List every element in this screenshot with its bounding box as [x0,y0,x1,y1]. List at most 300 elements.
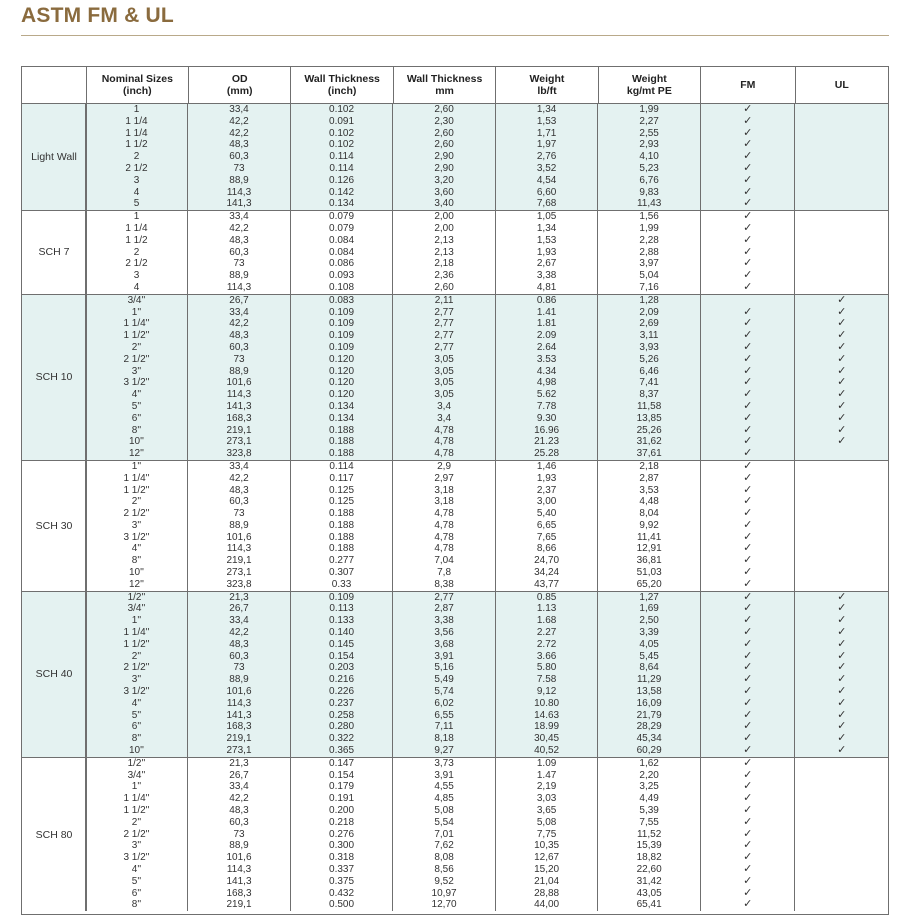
wall-inch-cell: 0.091 [291,116,394,128]
weight-lbft-cell: 5,08 [496,817,599,829]
table-row [22,698,888,710]
weight-kgmt-cell: 8,04 [598,508,701,520]
weight-kgmt-cell: 13,58 [598,686,701,698]
wall-mm-cell: 4,78 [393,543,496,555]
table-row [22,413,888,425]
table-row [22,603,888,615]
nominal-size-cell: 3'' [86,520,189,532]
ul-cell: ✓ [837,353,847,365]
wall-inch-cell: 0.109 [291,342,394,354]
fm-cell: ✓ [701,627,796,639]
table-row [22,247,888,259]
od-cell: 141,3 [188,710,291,722]
wall-inch-cell: 0.093 [291,270,394,282]
od-cell: 219,1 [188,899,291,911]
fm-cell: ✓ [701,899,796,911]
wall-inch-cell: 0.083 [291,295,394,307]
weight-lbft-cell: 6,60 [496,187,599,199]
weight-kgmt-cell: 43,05 [598,888,701,900]
nominal-size-cell: 1 1/2'' [86,485,189,497]
weight-lbft-cell: 5.62 [496,389,599,401]
ul-cell [795,104,888,116]
weight-lbft-cell: 10,35 [496,840,599,852]
od-cell: 114,3 [188,187,291,199]
wall-mm-cell: 8,56 [393,864,496,876]
nominal-size-cell: 3'' [86,674,189,686]
table-row [22,330,888,342]
table-row [22,139,888,151]
wall-inch-cell: 0.500 [291,899,394,911]
ul-cell [795,781,888,793]
fm-cell: ✓ [701,436,796,448]
wall-inch-cell: 0.084 [291,247,394,259]
od-cell: 101,6 [188,852,291,864]
weight-lbft-cell: 1,34 [496,104,599,116]
wall-mm-cell: 6,02 [393,698,496,710]
nominal-size-cell: 4 [86,282,189,294]
weight-kgmt-cell: 3,97 [598,258,701,270]
weight-lbft-cell: 1.81 [496,318,599,330]
wall-inch-cell: 0.375 [291,876,394,888]
weight-lbft-cell: 21.23 [496,436,599,448]
weight-lbft-cell: 1.47 [496,770,599,782]
weight-kgmt-cell: 5,04 [598,270,701,282]
table-row [22,307,888,319]
weight-kgmt-cell: 4,05 [598,639,701,651]
od-cell: 273,1 [188,745,291,757]
od-cell: 33,4 [188,307,291,319]
weight-lbft-cell: 24,70 [496,555,599,567]
wall-mm-cell: 2,36 [393,270,496,282]
od-cell: 141,3 [188,401,291,413]
wall-mm-cell: 5,16 [393,662,496,674]
weight-lbft-cell: 3,38 [496,270,599,282]
wall-inch-cell: 0.147 [291,758,394,770]
weight-lbft-cell: 1,53 [496,235,599,247]
wall-mm-cell: 2,60 [393,282,496,294]
nominal-size-cell: 2'' [86,651,189,663]
wall-mm-cell: 3,60 [393,187,496,199]
nominal-size-cell: 1 [86,104,189,116]
table-row [22,651,888,663]
fm-cell: ✓ [701,247,796,259]
wall-mm-cell: 4,78 [393,436,496,448]
table-row [22,448,888,460]
wall-inch-cell: 0.134 [291,198,394,210]
wall-inch-cell: 0.307 [291,567,394,579]
od-cell: 114,3 [188,543,291,555]
table-row [22,295,888,307]
wall-inch-cell: 0.188 [291,448,394,460]
ul-cell [795,852,888,864]
weight-kgmt-cell: 60,29 [598,745,701,757]
ul-cell: ✓ [837,294,847,306]
nominal-size-cell: 3/4'' [86,603,189,615]
fm-cell: ✓ [701,532,796,544]
od-cell: 42,2 [188,223,291,235]
table-row [22,473,888,485]
wall-mm-cell: 8,38 [393,579,496,591]
weight-kgmt-cell: 11,52 [598,829,701,841]
ul-cell [795,508,888,520]
nominal-size-cell: 4'' [86,864,189,876]
weight-lbft-cell: 1.41 [496,307,599,319]
wall-inch-cell: 0.086 [291,258,394,270]
fm-cell: ✓ [701,223,796,235]
nominal-size-cell: 1 1/4'' [86,627,189,639]
table-row [22,674,888,686]
table-row [22,627,888,639]
wall-mm-cell: 2,60 [393,139,496,151]
fm-cell: ✓ [701,473,796,485]
table-row [22,793,888,805]
weight-lbft-cell: 2,67 [496,258,599,270]
schedule-group [22,591,888,757]
weight-kgmt-cell: 11,43 [598,198,701,210]
ul-cell [795,473,888,485]
wall-inch-cell: 0.140 [291,627,394,639]
wall-inch-cell: 0.120 [291,389,394,401]
weight-lbft-cell: 1.13 [496,603,599,615]
od-cell: 26,7 [188,603,291,615]
wall-mm-cell: 3,18 [393,485,496,497]
fm-cell: ✓ [701,377,796,389]
nominal-size-cell: 3 [86,270,189,282]
ul-cell: ✓ [837,603,847,615]
wall-mm-cell: 4,85 [393,793,496,805]
weight-kgmt-cell: 3,53 [598,485,701,497]
table-row [22,389,888,401]
wall-inch-cell: 0.114 [291,461,394,473]
ul-cell [795,485,888,497]
weight-kgmt-cell: 1,28 [598,295,701,307]
wall-mm-cell: 8,18 [393,733,496,745]
ul-cell: ✓ [837,697,847,709]
od-cell: 114,3 [188,698,291,710]
wall-mm-cell: 2,77 [393,307,496,319]
table-row [22,733,888,745]
schedule-group [22,104,888,210]
od-cell: 73 [188,662,291,674]
pipe-spec-table [21,66,889,915]
ul-cell [795,139,888,151]
nominal-size-cell: 2 [86,151,189,163]
nominal-size-cell: 4'' [86,543,189,555]
od-cell: 114,3 [188,864,291,876]
weight-lbft-cell: 2.64 [496,342,599,354]
nominal-size-cell: 8'' [86,555,189,567]
ul-cell [795,817,888,829]
wall-inch-cell: 0.432 [291,888,394,900]
wall-inch-cell: 0.188 [291,436,394,448]
table-row [22,852,888,864]
od-cell: 48,3 [188,639,291,651]
wall-mm-cell: 7,11 [393,721,496,733]
weight-lbft-cell: 7,68 [496,198,599,210]
weight-kgmt-cell: 3,11 [598,330,701,342]
wall-inch-cell: 0.109 [291,318,394,330]
wall-inch-cell: 0.079 [291,223,394,235]
ul-cell [795,175,888,187]
table-row [22,770,888,782]
nominal-size-cell: 6'' [86,888,189,900]
weight-lbft-cell: 2,19 [496,781,599,793]
nominal-size-cell: 1 1/2'' [86,805,189,817]
table-row [22,198,888,210]
schedule-group [22,460,888,591]
weight-lbft-cell: 18.99 [496,721,599,733]
nominal-size-cell: 4'' [86,389,189,401]
od-cell: 219,1 [188,733,291,745]
ul-cell: ✓ [837,627,847,639]
wall-inch-cell: 0.188 [291,532,394,544]
table-row [22,615,888,627]
ul-cell: ✓ [837,686,847,698]
wall-mm-cell: 2,00 [393,211,496,223]
fm-cell: ✓ [701,235,796,247]
weight-kgmt-cell: 3,93 [598,342,701,354]
fm-cell: ✓ [701,128,796,140]
weight-kgmt-cell: 65,20 [598,579,701,591]
table-row [22,508,888,520]
wall-inch-cell: 0.179 [291,781,394,793]
weight-kgmt-cell: 7,16 [598,282,701,294]
fm-cell: ✓ [701,104,796,116]
od-cell: 48,3 [188,139,291,151]
od-cell: 60,3 [188,496,291,508]
header-weight-kgmt: Weight kg/mt PE [599,67,701,103]
weight-kgmt-cell: 1,99 [598,104,701,116]
weight-lbft-cell: 1,71 [496,128,599,140]
weight-kgmt-cell: 2,50 [598,615,701,627]
od-cell: 33,4 [188,615,291,627]
nominal-size-cell: 3 1/2'' [86,532,189,544]
table-row [22,175,888,187]
nominal-size-cell: 1 1/2'' [86,639,189,651]
table-row [22,829,888,841]
table-row [22,258,888,270]
od-cell: 21,3 [188,758,291,770]
od-cell: 323,8 [188,448,291,460]
weight-lbft-cell: 2.09 [496,330,599,342]
wall-inch-cell: 0.258 [291,710,394,722]
ul-cell [795,270,888,282]
table-row [22,366,888,378]
wall-mm-cell: 3,73 [393,758,496,770]
ul-cell: ✓ [837,377,847,389]
nominal-size-cell: 3/4'' [86,295,189,307]
wall-inch-cell: 0.300 [291,840,394,852]
table-row [22,899,888,911]
nominal-size-cell: 6'' [86,721,189,733]
fm-cell: ✓ [701,520,796,532]
weight-lbft-cell: 1,05 [496,211,599,223]
table-row [22,485,888,497]
weight-lbft-cell: 1,93 [496,247,599,259]
weight-kgmt-cell: 2,20 [598,770,701,782]
wall-mm-cell: 5,74 [393,686,496,698]
weight-lbft-cell: 8,66 [496,543,599,555]
fm-cell: ✓ [701,781,796,793]
ul-cell: ✓ [837,412,847,424]
nominal-size-cell: 3 1/2'' [86,686,189,698]
od-cell: 323,8 [188,579,291,591]
weight-kgmt-cell: 5,26 [598,354,701,366]
table-row [22,579,888,591]
nominal-size-cell: 1/2'' [86,592,189,604]
wall-mm-cell: 3,18 [393,496,496,508]
wall-inch-cell: 0.125 [291,485,394,497]
fm-cell: ✓ [701,651,796,663]
wall-mm-cell: 2,77 [393,318,496,330]
ul-cell [795,543,888,555]
wall-inch-cell: 0.218 [291,817,394,829]
nominal-size-cell: 10'' [86,745,189,757]
wall-inch-cell: 0.188 [291,543,394,555]
table-row [22,864,888,876]
wall-inch-cell: 0.079 [291,211,394,223]
weight-kgmt-cell: 31,42 [598,876,701,888]
wall-inch-cell: 0.109 [291,307,394,319]
weight-lbft-cell: 4.34 [496,366,599,378]
wall-mm-cell: 2,97 [393,473,496,485]
nominal-size-cell: 1 1/2 [86,235,189,247]
nominal-size-cell: 2 1/2'' [86,354,189,366]
wall-inch-cell: 0.154 [291,651,394,663]
table-row [22,342,888,354]
wall-inch-cell: 0.145 [291,639,394,651]
wall-mm-cell: 3,20 [393,175,496,187]
fm-cell: ✓ [701,543,796,555]
wall-mm-cell: 3,38 [393,615,496,627]
ul-cell [795,116,888,128]
wall-inch-cell: 0.134 [291,401,394,413]
od-cell: 26,7 [188,295,291,307]
wall-inch-cell: 0.276 [291,829,394,841]
wall-inch-cell: 0.322 [291,733,394,745]
fm-cell: ✓ [701,116,796,128]
schedule-group [22,294,888,460]
wall-inch-cell: 0.33 [291,579,394,591]
weight-lbft-cell: 0.86 [496,295,599,307]
od-cell: 33,4 [188,781,291,793]
weight-lbft-cell: 4,54 [496,175,599,187]
ul-cell [795,198,888,210]
ul-cell [795,579,888,591]
fm-cell: ✓ [701,139,796,151]
weight-kgmt-cell: 1,69 [598,603,701,615]
header-od: OD (mm) [189,67,291,103]
nominal-size-cell: 3'' [86,840,189,852]
weight-lbft-cell: 5.80 [496,662,599,674]
od-cell: 42,2 [188,318,291,330]
fm-cell: ✓ [701,555,796,567]
ul-cell [795,829,888,841]
table-row [22,401,888,413]
nominal-size-cell: 1 [86,211,189,223]
fm-cell: ✓ [701,366,796,378]
wall-mm-cell: 4,78 [393,448,496,460]
od-cell: 219,1 [188,555,291,567]
wall-mm-cell: 3,40 [393,198,496,210]
weight-lbft-cell: 0.85 [496,592,599,604]
nominal-size-cell: 1 1/4 [86,128,189,140]
ul-cell [795,128,888,140]
od-cell: 60,3 [188,151,291,163]
weight-kgmt-cell: 8,64 [598,662,701,674]
wall-inch-cell: 0.133 [291,615,394,627]
table-body [22,104,888,911]
nominal-size-cell: 8'' [86,425,189,437]
wall-inch-cell: 0.120 [291,377,394,389]
fm-cell: ✓ [701,662,796,674]
weight-lbft-cell: 3.66 [496,651,599,663]
page-title: ASTM FM & UL [21,4,174,27]
nominal-size-cell: 2 1/2'' [86,829,189,841]
nominal-size-cell: 1'' [86,461,189,473]
table-row [22,211,888,223]
weight-kgmt-cell: 2,18 [598,461,701,473]
wall-mm-cell: 2,90 [393,163,496,175]
wall-inch-cell: 0.117 [291,473,394,485]
table-row [22,662,888,674]
nominal-size-cell: 1 1/2 [86,139,189,151]
wall-inch-cell: 0.102 [291,128,394,140]
weight-lbft-cell: 1,93 [496,473,599,485]
schedule-group [22,210,888,294]
weight-kgmt-cell: 9,92 [598,520,701,532]
table-row [22,555,888,567]
fm-cell: ✓ [701,840,796,852]
table-row [22,235,888,247]
ul-cell: ✓ [837,745,847,757]
od-cell: 60,3 [188,247,291,259]
weight-kgmt-cell: 4,10 [598,151,701,163]
fm-cell: ✓ [701,258,796,270]
fm-cell: ✓ [701,758,796,770]
weight-lbft-cell: 44,00 [496,899,599,911]
od-cell: 42,2 [188,473,291,485]
od-cell: 141,3 [188,876,291,888]
fm-cell: ✓ [701,592,796,604]
ul-cell [795,496,888,508]
weight-kgmt-cell: 16,09 [598,698,701,710]
wall-mm-cell: 7,8 [393,567,496,579]
wall-inch-cell: 0.277 [291,555,394,567]
wall-mm-cell: 2,30 [393,116,496,128]
od-cell: 21,3 [188,592,291,604]
nominal-size-cell: 8'' [86,899,189,911]
weight-kgmt-cell: 6,76 [598,175,701,187]
fm-cell: ✓ [701,686,796,698]
od-cell: 88,9 [188,674,291,686]
ul-cell [795,448,888,460]
od-cell: 42,2 [188,116,291,128]
table-row [22,520,888,532]
table-row [22,567,888,579]
fm-cell: ✓ [701,639,796,651]
nominal-size-cell: 1 1/4'' [86,473,189,485]
table-row [22,436,888,448]
nominal-size-cell: 5 [86,198,189,210]
table-row [22,270,888,282]
fm-cell: ✓ [701,864,796,876]
nominal-size-cell: 2 [86,247,189,259]
fm-cell: ✓ [701,485,796,497]
fm-cell: ✓ [701,211,796,223]
wall-mm-cell: 10,97 [393,888,496,900]
wall-inch-cell: 0.188 [291,520,394,532]
